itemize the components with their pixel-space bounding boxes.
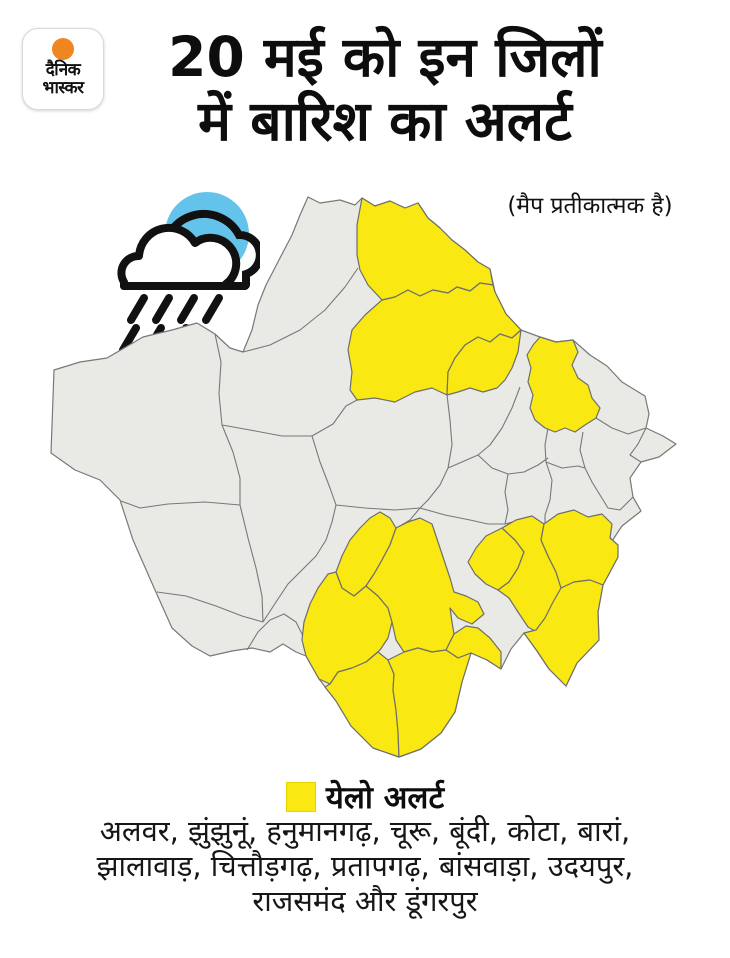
district-list-line3: राजसमंद और डूंगरपुर [252, 883, 478, 918]
map-note: (मैप प्रतीकात्मक है) [507, 193, 673, 219]
district-banswara [388, 648, 471, 757]
logo-text-line2: भास्कर [42, 77, 84, 98]
legend [0, 776, 730, 818]
yellow-alert-swatch [286, 782, 316, 812]
legend-label: येलो अलर्ट [325, 780, 445, 816]
district-list-line1: अलवर, झुंझुनूं, हनुमानगढ़, चूरू, बूंदी, कोटा, बारां, [99, 814, 631, 848]
headline-line2: में बारिश का अलर्ट [198, 88, 572, 153]
logo-text-line1: दैनिक [45, 60, 81, 80]
district-list-line2: झालावाड़, चित्तौड़गढ़, प्रतापगढ़, बांसवाड़ा, उदयपुर, [96, 848, 634, 883]
district-hanumangarh [357, 198, 493, 300]
rajasthan-map [30, 190, 690, 770]
district-list [25, 814, 705, 918]
headline [40, 26, 730, 154]
headline-line1: 20 मई को इन जिलों [168, 25, 602, 89]
